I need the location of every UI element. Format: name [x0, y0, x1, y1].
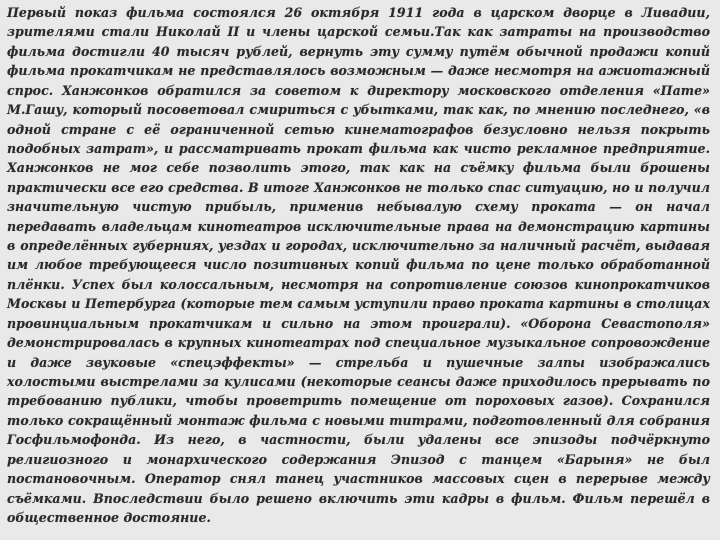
body-paragraph: Первый показ фильма состоялся 26 октября 1911 года в царском дворце в Ливадии, зрителями стали Николай II и члены царской семьи.Так как затраты на производство фильма достигли 40 тысяч рублей, вернуть эту сумму путём обычной продажи копий фильма прокатчикам не представлялось возможным — даже несмотря на ажиотажный спрос. Ханжонков обратился за советом к директору московского отделения «Пате» М.Гашу, который посоветовал смириться с убытками, так как, по мнению последнего, «в одной стране с её ограниченной сетью кинематографов безусловно нельзя покрыть подобных затрат», и рассматривать прокат фильма как чисто рекламное предприятие. Ханжонков не мог себе позволить этого, так как на съёмку фильма были брошены практически все его средства. В итоге Ханжонков не только спас ситуацию, но и получил значительную чистую прибыль, применив небывалую схему проката — он начал передавать владельцам кинотеатров исключительные права на демонстрацию картины в определённых губерниях, уездах и городах, исключительно за наличный расчёт, выдавая им любое требующееся число позитивных копий фильма по цене только обработанной плёнки. Успех был колоссальным, несмотря на сопротивление союзов кинопрокатчиков Москвы и Петербурга (которые тем самым уступили право проката картины в столицах провинциальным прокатчикам и сильно на этом проиграли). «Оборона Севастополя» демонстрировалась в крупных кинотеатрах под специальное музыкальное сопровождение и даже звуковые «спецэффекты» — стрельба и пушечные залпы изображались холостыми выстрелами за кулисами (некоторые сеансы даже приходилось прерывать по требованию публики, чтобы проветрить помещение от пороховых газов). Сохранился только сокращённый монтаж фильма с новыми титрами, подготовленный для собрания Госфильмофонда. Из него, в частности, были удалены все эпизоды подчёркнуто религиозного и монархического содержания Эпизод с танцем «Барыня» не был постановочным. Оператор снял танец участников массовых сцен в перерыве между съёмками. Впоследствии было решено включить эти кадры в фильм. Фильм перешёл в общественное достояние.: [7, 5, 710, 525]
